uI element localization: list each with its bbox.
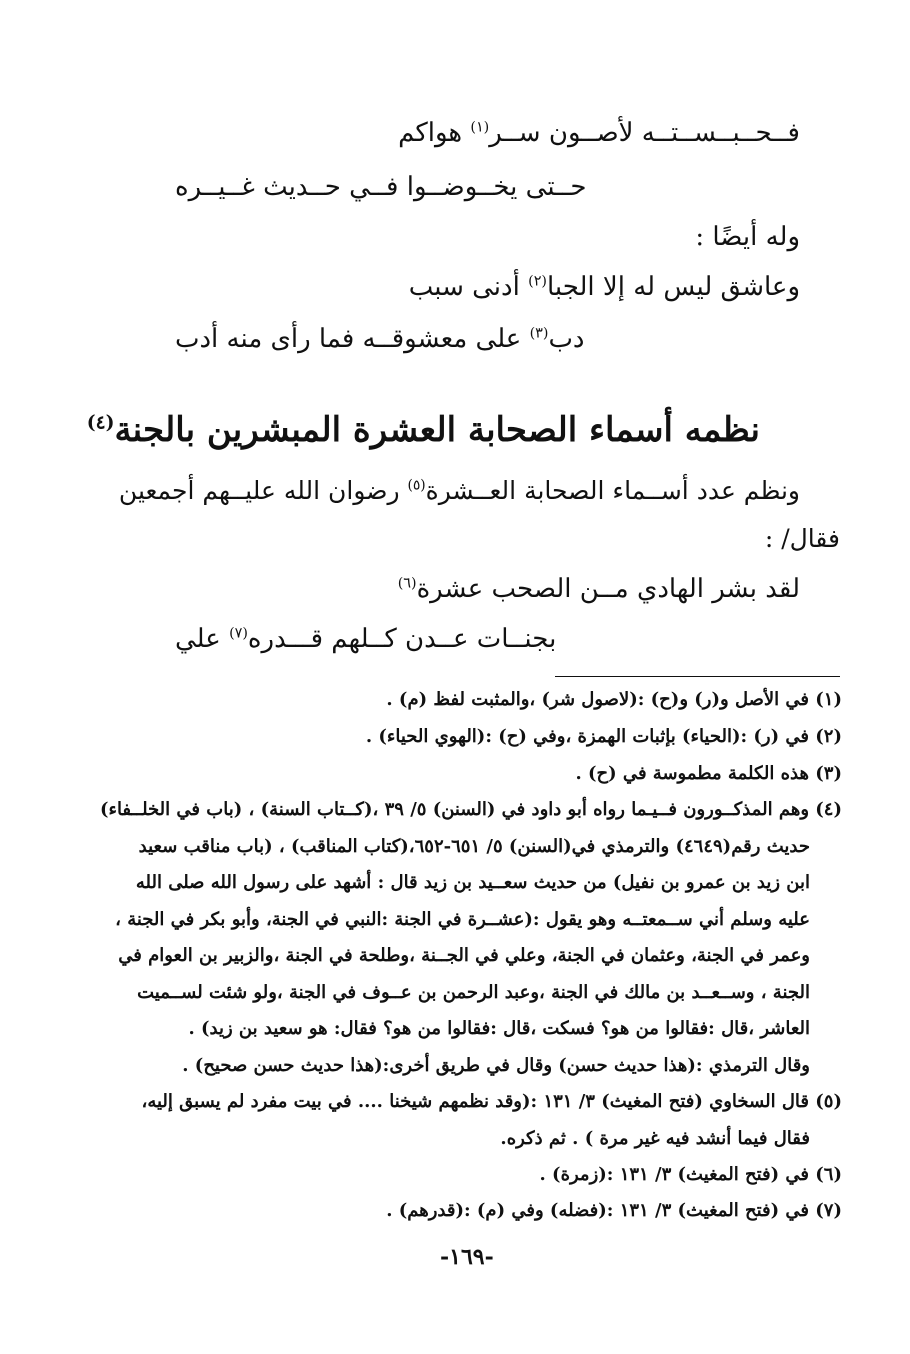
verse-line-6: لقد بشر الهادي مــن الصحب عشرة$^{(٦)}$ (397, 574, 800, 604)
verse-line-4: وعاشق ليس له إلا الجبا$^{(٢)}$ أدنى سبب (408, 272, 800, 302)
footnote-5-line-2: فقال فيما أنشد فيه غير مرة ) . ثم ذكره. (500, 1128, 810, 1149)
footnote-2: (٢) في (ر) :(الحياء) بإثبات الهمزة ،وفي (ح) :(الهوي الحياء) . (365, 726, 842, 747)
footnote-marker: (٦) (397, 575, 417, 592)
footnote-4-line-2: حديث رقم(٤٦٤٩) والترمذي في(السنن) ٥/ ٦٥١-٦٥٢،(كتاب المناقب) ، (باب مناقب سعيد (138, 836, 810, 857)
footnote-4-line-6: الجنة ، وســعــد بن مالك في الجنة ،وعبد الرحمن بن عــوف في الجنة ،ولو شئت لســميت (137, 982, 810, 1003)
verse-line-3: وله أيضًا : (695, 222, 800, 252)
footnote-4-line-8: وقال الترمذي :(هذا حديث حسن) وقال في طريق أخرى:(هذا حديث حسن صحيح) . (182, 1055, 810, 1076)
footnote-marker: (٤) (86, 411, 115, 434)
footnote-4-line-4: عليه وسلم أني ســمعتــه وهو يقول :(عشــرة في الجنة :النبي في الجنة، وأبو بكر في الجنة ، (115, 909, 810, 930)
footnote-7: (٧) في (فتح المغيث) ٣/ ١٣١ :(فضله) وفي (م) :(قدرهم) . (386, 1200, 842, 1221)
footnote-4-line-7: العاشر ،قال :فقالوا من هو؟ فسكت ،قال :فقالوا من هو؟ فقال: هو سعيد بن زيد) . (188, 1018, 810, 1039)
footnote-separator (555, 676, 840, 677)
verse-line-7: بجنــات عــدن كــلهم قـــدره$^{(٧)}$ علي (175, 624, 557, 654)
paragraph-line-2: فقال/ : (764, 524, 840, 553)
footnote-marker: (١) (470, 119, 490, 136)
footnote-4-line-3: ابن زيد بن عمرو بن نفيل) من حديث سعــيد بن زيد قال : أشهد على رسول الله صلى الله (135, 872, 810, 893)
footnote-marker: (٥) (407, 477, 426, 494)
verse-line-1: فــحــبــســتــه لأصــون ســر$^{(١)}$ هواكم (398, 118, 800, 148)
verse-line-2: حــتى يخــوضــوا فــي حــديث غــيــره (175, 172, 587, 202)
section-heading: نظمه أسماء الصحابة العشرة المبشرين بالجنة$^{(٤)}$ (86, 410, 760, 450)
footnote-1: (١) في الأصل و(ر) و(ح) :(لاصول شر) ،والمثبت لفظ (م) . (386, 689, 842, 710)
footnote-6: (٦) في (فتح المغيث) ٣/ ١٣١ :(زمرة) . (539, 1164, 842, 1185)
verse-line-5: دب$^{(٣)}$ على معشوقــه فما رأى منه أدب (175, 324, 585, 354)
footnote-3: (٣) هذه الكلمة مطموسة في (ح) . (575, 763, 842, 784)
footnote-marker: (٧) (229, 625, 248, 642)
page-number: -١٦٩- (440, 1244, 494, 1270)
footnote-5-line-1: (٥) قال السخاوي (فتح المغيث) ٣/ ١٣١ :(وقد نظمهم شيخنا .... في بيت مفرد لم يسبق إليه، (141, 1091, 842, 1112)
paragraph-line-1: ونظم عدد أســماء الصحابة العــشرة$^{(٥)}$ رضوان الله عليــهم أجمعين (118, 476, 800, 505)
footnote-marker: (٢) (528, 273, 547, 290)
footnote-4-line-1: (٤) وهم المذكــورون فــيـما رواه أبو داود في (السنن) ٥/ ٣٩ ،(كــتاب السنة) ، (باب في الخلــفاء) (99, 799, 842, 820)
footnote-marker: (٣) (529, 325, 549, 342)
footnote-4-line-5: وعمر في الجنة، وعثمان في الجنة، وعلي في الجــنة ،وطلحة في الجنة ،والزبير بن العوام في (118, 945, 810, 966)
